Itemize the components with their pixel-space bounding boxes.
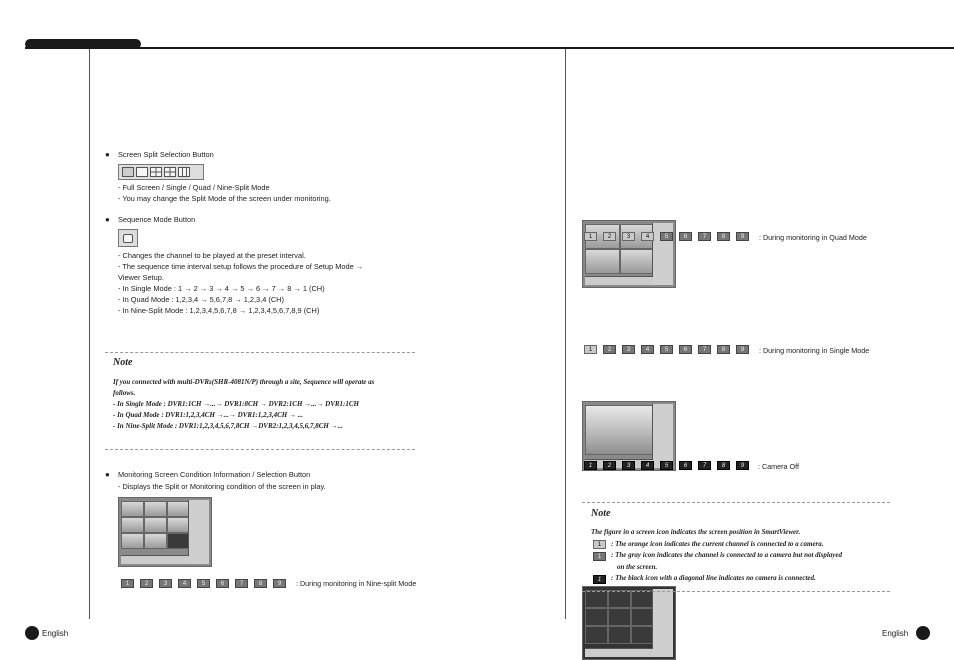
single-channel-9-icon: 9: [736, 345, 749, 354]
channel-8-icon: 8: [254, 579, 267, 588]
right-note-item-2: : The gray icon indicates the channel is connected to a camera but not displayed: [611, 551, 842, 559]
right-note-item-1: : The orange icon indicates the current channel is connected to a camera.: [611, 540, 824, 548]
quad-screenshot: [582, 220, 676, 288]
quad-channel-4-icon: 4: [641, 232, 654, 241]
sequence-icon: [123, 234, 133, 243]
nine-split-screenshot: [118, 497, 212, 567]
single-split-icon[interactable]: [136, 167, 148, 177]
camoff-channel-8-icon: 8: [717, 461, 730, 470]
black-icon-sample: 1: [593, 575, 606, 584]
left-footer-label: English: [42, 629, 69, 638]
quad-split-alt-icon[interactable]: [164, 167, 176, 177]
nine-split-caption: : During monitoring in Nine-split Mode: [296, 579, 417, 588]
quad-channel-7-icon: 7: [698, 232, 711, 241]
right-page-circle: [916, 626, 930, 640]
note-line-1: If you connected with multi-DVRs(SHR-4081N/P) through a site, Sequence will operate as: [113, 378, 375, 386]
camera-off-caption: : Camera Off: [758, 462, 800, 471]
quad-channel-5-icon: 5: [660, 232, 673, 241]
single-channel-3-icon: 3: [622, 345, 635, 354]
camoff-channel-3-icon: 3: [622, 461, 635, 470]
single-channel-2-icon: 2: [603, 345, 616, 354]
right-note-top-rule: [582, 502, 890, 503]
sequence-line-2: - The sequence time interval setup follows the procedure of Setup Mode →: [118, 262, 364, 271]
quad-split-icon[interactable]: [150, 167, 162, 177]
note-line-2: follows.: [113, 389, 136, 397]
nine-split-icon[interactable]: [178, 167, 190, 177]
note-line-4: - In Quad Mode : DVR1:1,2,3,4CH →...→ DVR1:1,2,3,4CH → ...: [113, 411, 303, 419]
sequence-line-5: - In Quad Mode : 1,2,3,4 → 5,6,7,8 → 1,2,3,4 (CH): [118, 295, 284, 304]
channel-9-icon: 9: [273, 579, 286, 588]
note-line-5: - In Nine-Split Mode : DVR1:1,2,3,4,5,6,7,8CH →DVR2:1,2,3,4,5,6,7,8CH →...: [113, 422, 343, 430]
camoff-channel-9-icon: 9: [736, 461, 749, 470]
quad-channel-3-icon: 3: [622, 232, 635, 241]
channel-1-icon: 1: [121, 579, 134, 588]
sequence-heading: Sequence Mode Button: [118, 215, 196, 224]
note-line-3: - In Single Mode : DVR1:1CH →...→ DVR1:8CH → DVR2:1CH →...→ DVR1:1CH: [113, 400, 359, 408]
single-channel-7-icon: 7: [698, 345, 711, 354]
right-note-bottom-rule: [582, 591, 890, 592]
monitoring-line-1: - Displays the Split or Monitoring condition of the screen in play.: [118, 482, 326, 491]
channel-4-icon: 4: [178, 579, 191, 588]
note-bottom-rule: [105, 449, 415, 450]
quad-channel-6-icon: 6: [679, 232, 692, 241]
orange-icon-sample: 1: [593, 540, 606, 549]
split-selection-buttons: [118, 164, 204, 180]
sequence-line-3: Viewer Setup.: [118, 273, 164, 282]
header-rule: [25, 47, 954, 49]
channel-6-icon: 6: [216, 579, 229, 588]
nine-split-channel-row: [121, 579, 286, 588]
full-screen-icon[interactable]: [122, 167, 134, 177]
quad-channel-8-icon: 8: [717, 232, 730, 241]
bullet-2: ●: [105, 215, 110, 224]
sequence-line-6: - In Nine-Split Mode : 1,2,3,4,5,6,7,8 → 1,2,3,4,5,6,7,8,9 (CH): [118, 306, 320, 315]
channel-3-icon: 3: [159, 579, 172, 588]
right-note-item-2-cont: on the screen.: [617, 563, 658, 571]
center-margin-line: [565, 49, 566, 619]
single-channel-row: [584, 345, 749, 354]
sequence-line-1: - Changes the channel to be played at the preset interval.: [118, 251, 306, 260]
quad-channel-9-icon: 9: [736, 232, 749, 241]
single-channel-5-icon: 5: [660, 345, 673, 354]
quad-channel-1-icon: 1: [584, 232, 597, 241]
quad-caption: : During monitoring in Quad Mode: [759, 233, 867, 242]
right-note-intro: The figure in a screen icon indicates the screen position in SmartViewer.: [591, 528, 801, 536]
sequence-mode-button[interactable]: [118, 229, 138, 247]
single-caption: : During monitoring in Single Mode: [759, 346, 870, 355]
gray-icon-sample: 1: [593, 552, 606, 561]
quad-channel-row: [584, 232, 749, 241]
note-title: Note: [113, 357, 133, 368]
channel-2-icon: 2: [140, 579, 153, 588]
camoff-channel-5-icon: 5: [660, 461, 673, 470]
right-note-title: Note: [591, 508, 611, 519]
camoff-channel-4-icon: 4: [641, 461, 654, 470]
monitoring-heading: Monitoring Screen Condition Information / Selection Button: [118, 470, 311, 479]
single-channel-4-icon: 4: [641, 345, 654, 354]
camera-off-channel-row: [584, 461, 749, 470]
bullet-3: ●: [105, 470, 110, 479]
split-line-2: - You may change the Split Mode of the screen under monitoring.: [118, 194, 331, 203]
camoff-channel-2-icon: 2: [603, 461, 616, 470]
single-channel-6-icon: 6: [679, 345, 692, 354]
split-heading: Screen Split Selection Button: [118, 150, 214, 159]
single-channel-1-icon: 1: [584, 345, 597, 354]
single-channel-8-icon: 8: [717, 345, 730, 354]
right-note-item-3: : The black icon with a diagonal line indicates no camera is connected.: [611, 574, 816, 582]
channel-7-icon: 7: [235, 579, 248, 588]
note-top-rule: [105, 352, 415, 353]
sequence-line-4: - In Single Mode : 1 → 2 → 3 → 4 → 5 → 6 → 7 → 8 → 1 (CH): [118, 284, 325, 293]
camoff-channel-6-icon: 6: [679, 461, 692, 470]
camoff-channel-1-icon: 1: [584, 461, 597, 470]
quad-channel-2-icon: 2: [603, 232, 616, 241]
channel-5-icon: 5: [197, 579, 210, 588]
split-line-1: - Full Screen / Single / Quad / Nine-Split Mode: [118, 183, 270, 192]
left-margin-line: [89, 49, 90, 619]
left-page-circle: [25, 626, 39, 640]
camoff-channel-7-icon: 7: [698, 461, 711, 470]
bullet-1: ●: [105, 150, 110, 159]
camera-off-screenshot: [582, 586, 676, 660]
right-footer-label: English: [882, 629, 909, 638]
